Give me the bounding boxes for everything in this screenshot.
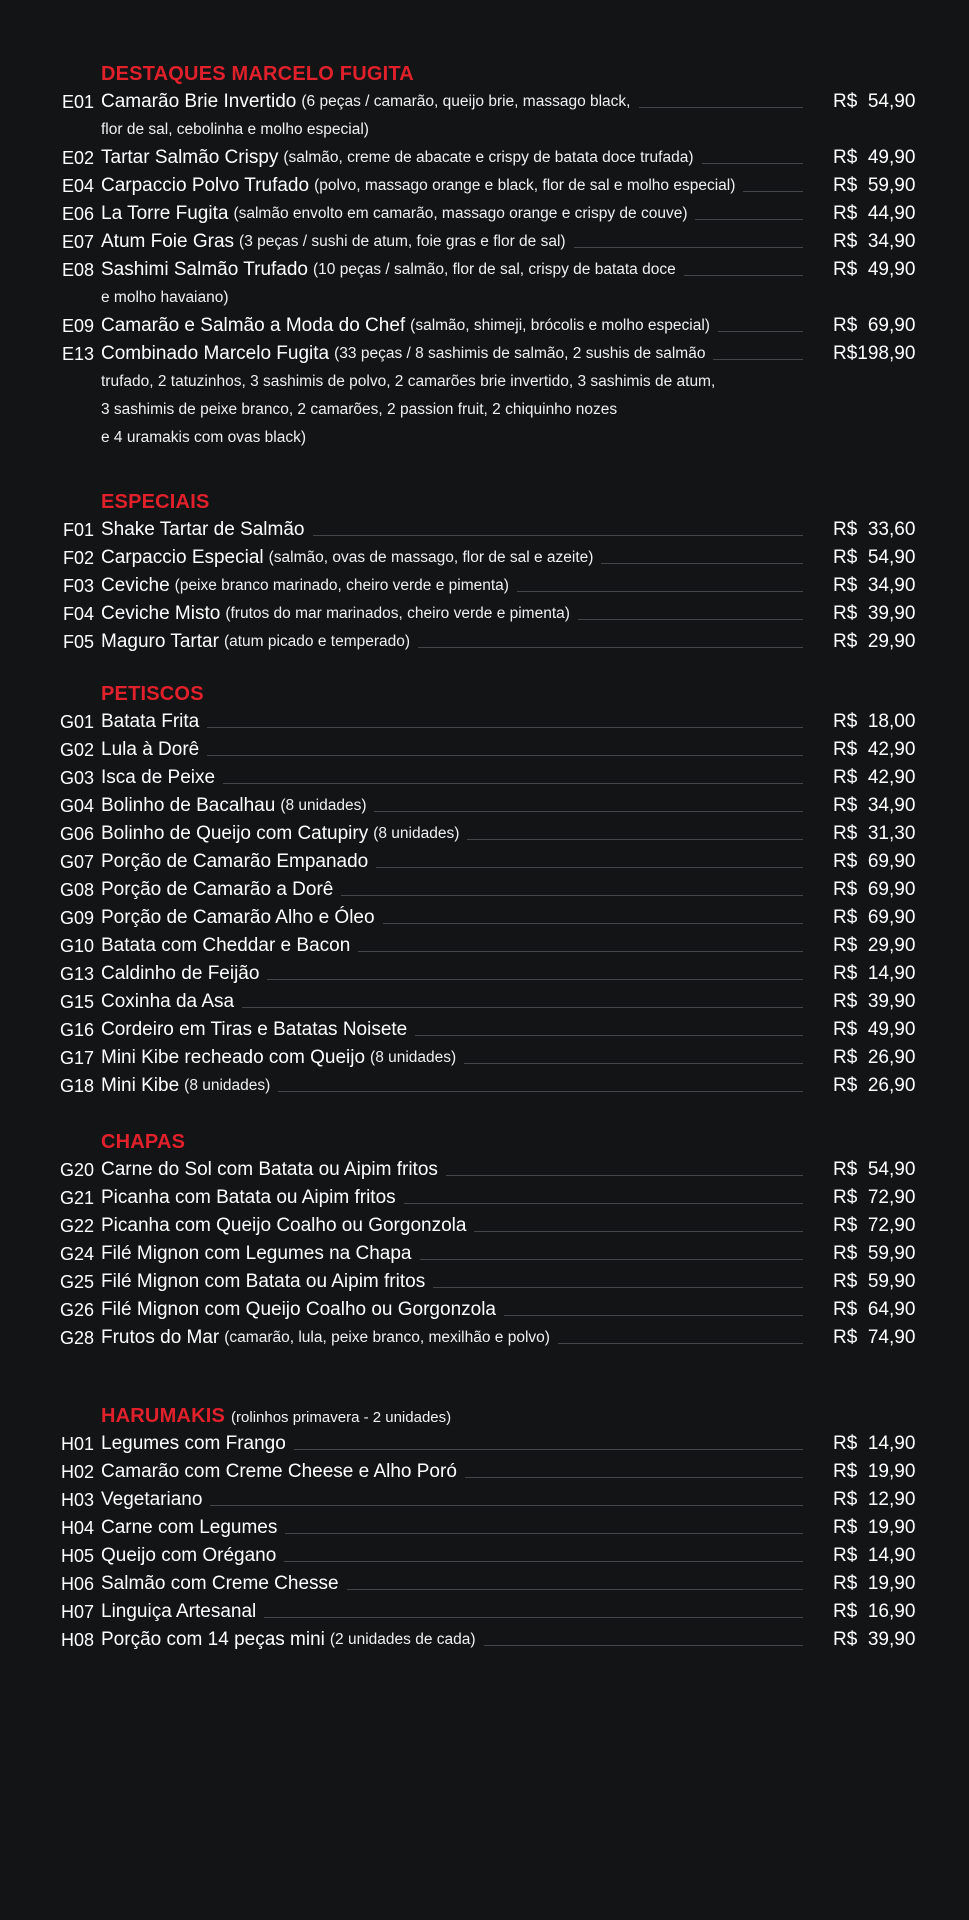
dotted-leader — [601, 563, 803, 564]
dotted-leader — [223, 783, 803, 784]
dotted-leader — [415, 1035, 803, 1036]
dotted-leader — [639, 107, 804, 108]
dotted-leader — [517, 591, 803, 592]
item-line — [101, 932, 817, 960]
item-description: (8 unidades) — [370, 1049, 457, 1066]
menu-item — [0, 544, 969, 572]
item-name: Mini Kibe recheado com Queijo — [101, 1047, 366, 1068]
menu-item — [0, 932, 969, 960]
item-line — [101, 228, 817, 256]
item-code: F01 — [62, 520, 94, 540]
item-name: Salmão com Creme Chesse — [101, 1573, 339, 1594]
item-code: G20 — [59, 1160, 94, 1180]
item-name: Filé Mignon com Batata ou Aipim fritos — [101, 1271, 426, 1292]
dotted-leader — [474, 1231, 803, 1232]
item-code: E08 — [61, 260, 94, 280]
section-title: DESTAQUES MARCELO FUGITA — [101, 63, 414, 85]
item-line — [101, 1486, 817, 1514]
item-price: R$ 18,00 — [833, 711, 916, 732]
menu-item — [0, 88, 969, 138]
item-price: R$ 39,90 — [833, 1629, 916, 1650]
item-line — [101, 340, 817, 368]
item-name: Queijo com Orégano — [101, 1545, 277, 1566]
item-name: Mini Kibe — [101, 1075, 180, 1096]
menu-item — [0, 1044, 969, 1072]
dotted-leader — [684, 275, 803, 276]
dotted-leader — [420, 1259, 803, 1260]
menu-item — [0, 736, 969, 764]
menu-item — [0, 600, 969, 628]
menu-item — [0, 1324, 969, 1352]
item-code: F02 — [62, 548, 94, 568]
item-line — [101, 572, 817, 600]
dotted-leader — [383, 923, 803, 924]
item-description: (8 unidades) — [373, 825, 460, 842]
section-heading — [101, 60, 414, 88]
item-price: R$ 59,90 — [833, 175, 916, 196]
menu-item — [0, 904, 969, 932]
dotted-leader — [404, 1203, 803, 1204]
menu-item — [0, 1268, 969, 1296]
dotted-leader — [713, 359, 803, 360]
item-name: Porção de Camarão Empanado — [101, 851, 369, 872]
item-line — [101, 876, 817, 904]
item-line — [101, 1514, 817, 1542]
dotted-leader — [464, 1063, 803, 1064]
item-line — [101, 1156, 817, 1184]
item-name: Linguiça Artesanal — [101, 1601, 257, 1622]
item-line — [101, 1458, 817, 1486]
menu-item — [0, 1486, 969, 1514]
description-line: 3 sashimis de peixe branco, 2 camarões, 2 passion fruit, 2 chiquinho nozes — [101, 401, 618, 418]
item-line — [101, 88, 817, 116]
item-description: (6 peças / camarão, queijo brie, massago black, — [301, 93, 631, 110]
item-price: R$ 39,90 — [833, 991, 916, 1012]
item-price: R$ 34,90 — [833, 231, 916, 252]
item-line — [101, 1016, 817, 1044]
item-name: La Torre Fugita — [101, 203, 229, 224]
item-description: (2 unidades de cada) — [329, 1631, 476, 1648]
item-price: R$ 72,90 — [833, 1215, 916, 1236]
menu-item — [0, 228, 969, 256]
section-heading — [101, 1128, 185, 1156]
item-code: G07 — [59, 852, 94, 872]
menu-item — [0, 1598, 969, 1626]
menu-item — [0, 820, 969, 848]
item-name: Lula à Dorê — [101, 739, 200, 760]
item-name: Carne com Legumes — [101, 1517, 278, 1538]
dotted-leader — [467, 839, 803, 840]
description-line: e 4 uramakis com ovas black) — [101, 429, 307, 446]
item-line — [101, 172, 817, 200]
item-line — [101, 792, 817, 820]
dotted-leader — [341, 895, 803, 896]
item-line — [101, 708, 817, 736]
item-code: G26 — [59, 1300, 94, 1320]
item-price: R$ 69,90 — [833, 907, 916, 928]
item-description: (camarão, lula, peixe branco, mexilhão e polvo) — [224, 1329, 550, 1346]
menu-item — [0, 1156, 969, 1184]
item-line — [101, 1542, 817, 1570]
menu-item — [0, 708, 969, 736]
item-name: Bolinho de Bacalhau — [101, 795, 276, 816]
dotted-leader — [574, 247, 803, 248]
item-price: R$ 14,90 — [833, 1545, 916, 1566]
item-description: (salmão, ovas de massago, flor de sal e azeite) — [268, 549, 594, 566]
menu-item — [0, 1072, 969, 1100]
dotted-leader — [504, 1315, 803, 1316]
menu-item — [0, 1458, 969, 1486]
item-description: (8 unidades) — [280, 797, 367, 814]
item-line — [101, 628, 817, 656]
item-code: G04 — [59, 796, 94, 816]
description-line: e molho havaiano) — [101, 289, 229, 306]
menu-item — [0, 1184, 969, 1212]
item-price: R$ 14,90 — [833, 1433, 916, 1454]
item-price: R$ 19,90 — [833, 1517, 916, 1538]
dotted-leader — [207, 727, 803, 728]
item-price: R$ 29,90 — [833, 935, 916, 956]
item-line — [101, 1212, 817, 1240]
item-code: E04 — [61, 176, 94, 196]
item-name: Maguro Tartar — [101, 631, 219, 652]
item-name: Legumes com Frango — [101, 1433, 286, 1454]
item-code: H07 — [60, 1602, 94, 1622]
description-line: trufado, 2 tatuzinhos, 3 sashimis de polvo, 2 camarões brie invertido, 3 sashimis de atum, — [101, 373, 716, 390]
item-line — [101, 256, 817, 284]
item-code: E07 — [61, 232, 94, 252]
item-name: Porção de Camarão a Dorê — [101, 879, 334, 900]
dotted-leader — [284, 1561, 803, 1562]
item-line — [101, 1044, 817, 1072]
item-description-continued — [101, 368, 821, 452]
item-code: F03 — [62, 576, 94, 596]
item-line — [101, 200, 817, 228]
menu-item — [0, 1430, 969, 1458]
item-code: E09 — [61, 316, 94, 336]
item-name: Camarão com Creme Cheese e Alho Poró — [101, 1461, 457, 1482]
item-line — [101, 1072, 817, 1100]
item-price: R$ 59,90 — [833, 1243, 916, 1264]
dotted-leader — [207, 755, 803, 756]
item-price: R$198,90 — [833, 343, 916, 364]
item-line — [101, 312, 817, 340]
item-name: Isca de Peixe — [101, 767, 216, 788]
item-price: R$ 26,90 — [833, 1075, 916, 1096]
item-line — [101, 1240, 817, 1268]
menu-item — [0, 960, 969, 988]
dotted-leader — [210, 1505, 803, 1506]
dotted-leader — [313, 535, 804, 536]
item-price: R$ 16,90 — [833, 1601, 916, 1622]
item-line — [101, 1430, 817, 1458]
item-line — [101, 988, 817, 1016]
section-title: PETISCOS — [101, 683, 204, 705]
dotted-leader — [446, 1175, 803, 1176]
dotted-leader — [743, 191, 803, 192]
item-name: Atum Foie Gras — [101, 231, 235, 252]
dotted-leader — [242, 1007, 803, 1008]
dotted-leader — [285, 1533, 803, 1534]
item-description: (salmão, creme de abacate e crispy de batata doce trufada) — [283, 149, 694, 166]
item-code: G06 — [59, 824, 94, 844]
menu-item — [0, 340, 969, 446]
item-price: R$ 54,90 — [833, 91, 916, 112]
item-price: R$ 49,90 — [833, 147, 916, 168]
item-price: R$ 12,90 — [833, 1489, 916, 1510]
dotted-leader — [376, 867, 803, 868]
item-price: R$ 49,90 — [833, 1019, 916, 1040]
item-name: Carne do Sol com Batata ou Aipim fritos — [101, 1159, 438, 1180]
menu-item — [0, 628, 969, 656]
menu-item — [0, 848, 969, 876]
dotted-leader — [484, 1645, 803, 1646]
item-line — [101, 904, 817, 932]
menu-item — [0, 1626, 969, 1654]
dotted-leader — [374, 811, 803, 812]
item-price: R$ 42,90 — [833, 739, 916, 760]
item-code: G08 — [59, 880, 94, 900]
item-code: H08 — [60, 1630, 94, 1650]
item-price: R$ 72,90 — [833, 1187, 916, 1208]
item-name: Picanha com Batata ou Aipim fritos — [101, 1187, 396, 1208]
dotted-leader — [264, 1617, 803, 1618]
section-heading — [101, 1402, 451, 1430]
item-name: Carpaccio Polvo Trufado — [101, 175, 310, 196]
section-note: (rolinhos primavera - 2 unidades) — [231, 1409, 452, 1426]
item-line — [101, 600, 817, 628]
item-price: R$ 26,90 — [833, 1047, 916, 1068]
dotted-leader — [433, 1287, 803, 1288]
item-description: (8 unidades) — [184, 1077, 271, 1094]
description-line: flor de sal, cebolinha e molho especial) — [101, 121, 369, 138]
menu-item — [0, 1570, 969, 1598]
menu-item — [0, 1542, 969, 1570]
menu-item — [0, 200, 969, 228]
item-code: E02 — [61, 148, 94, 168]
item-line — [101, 516, 817, 544]
menu-item — [0, 1296, 969, 1324]
dotted-leader — [347, 1589, 803, 1590]
item-code: H02 — [60, 1462, 94, 1482]
dotted-leader — [418, 647, 803, 648]
menu-item — [0, 1514, 969, 1542]
item-line — [101, 1570, 817, 1598]
item-code: G15 — [59, 992, 94, 1012]
dotted-leader — [358, 951, 803, 952]
item-line — [101, 736, 817, 764]
dotted-leader — [695, 219, 803, 220]
item-price: R$ 64,90 — [833, 1299, 916, 1320]
item-line — [101, 544, 817, 572]
item-price: R$ 14,90 — [833, 963, 916, 984]
item-name: Carpaccio Especial — [101, 547, 264, 568]
item-name: Coxinha da Asa — [101, 991, 235, 1012]
item-price: R$ 34,90 — [833, 575, 916, 596]
item-name: Camarão Brie Invertido — [101, 91, 297, 112]
item-description: (frutos do mar marinados, cheiro verde e pimenta) — [225, 605, 570, 622]
item-name: Porção com 14 peças mini — [101, 1629, 325, 1650]
item-line — [101, 848, 817, 876]
item-code: H01 — [60, 1434, 94, 1454]
item-price: R$ 74,90 — [833, 1327, 916, 1348]
item-line — [101, 1598, 817, 1626]
item-price: R$ 54,90 — [833, 1159, 916, 1180]
menu-item — [0, 792, 969, 820]
dotted-leader — [267, 979, 803, 980]
item-name: Caldinho de Feijão — [101, 963, 260, 984]
item-code: E06 — [61, 204, 94, 224]
item-price: R$ 44,90 — [833, 203, 916, 224]
dotted-leader — [278, 1091, 803, 1092]
item-name: Combinado Marcelo Fugita — [101, 343, 330, 364]
item-code: G18 — [59, 1076, 94, 1096]
item-name: Picanha com Queijo Coalho ou Gorgonzola — [101, 1215, 467, 1236]
item-price: R$ 19,90 — [833, 1573, 916, 1594]
item-description: (polvo, massago orange e black, flor de sal e molho especial) — [314, 177, 736, 194]
item-code: G01 — [59, 712, 94, 732]
item-code: G16 — [59, 1020, 94, 1040]
item-price: R$ 29,90 — [833, 631, 916, 652]
item-name: Ceviche — [101, 575, 170, 596]
item-code: G03 — [59, 768, 94, 788]
dotted-leader — [702, 163, 803, 164]
item-name: Bolinho de Queijo com Catupiry — [101, 823, 369, 844]
item-price: R$ 49,90 — [833, 259, 916, 280]
item-code: E13 — [61, 344, 94, 364]
item-code: G13 — [59, 964, 94, 984]
menu-item — [0, 764, 969, 792]
menu-item — [0, 256, 969, 306]
item-description: (atum picado e temperado) — [223, 633, 411, 650]
item-line — [101, 1626, 817, 1654]
item-code: G09 — [59, 908, 94, 928]
item-code: G28 — [59, 1328, 94, 1348]
item-price: R$ 39,90 — [833, 603, 916, 624]
item-code: F04 — [62, 604, 94, 624]
item-price: R$ 34,90 — [833, 795, 916, 816]
item-description-continued — [101, 116, 821, 144]
item-description-continued — [101, 284, 821, 312]
item-price: R$ 69,90 — [833, 851, 916, 872]
menu-item — [0, 172, 969, 200]
item-name: Batata com Cheddar e Bacon — [101, 935, 351, 956]
menu-item — [0, 1240, 969, 1268]
dotted-leader — [294, 1449, 803, 1450]
item-name: Porção de Camarão Alho e Óleo — [101, 907, 375, 928]
item-name: Batata Frita — [101, 711, 200, 732]
item-price: R$ 42,90 — [833, 767, 916, 788]
section-heading — [101, 488, 210, 516]
item-line — [101, 764, 817, 792]
item-line — [101, 144, 817, 172]
menu-item — [0, 988, 969, 1016]
item-code: G25 — [59, 1272, 94, 1292]
item-code: H05 — [60, 1546, 94, 1566]
menu-item — [0, 1212, 969, 1240]
section-title: HARUMAKIS — [101, 1405, 226, 1427]
item-line — [101, 1324, 817, 1352]
item-name: Filé Mignon com Queijo Coalho ou Gorgonzola — [101, 1299, 496, 1320]
item-code: G24 — [59, 1244, 94, 1264]
item-line — [101, 1296, 817, 1324]
item-name: Cordeiro em Tiras e Batatas Noisete — [101, 1019, 408, 1040]
item-name: Ceviche Misto — [101, 603, 221, 624]
item-code: G22 — [59, 1216, 94, 1236]
item-name: Sashimi Salmão Trufado — [101, 259, 308, 280]
item-description: (salmão, shimeji, brócolis e molho especial) — [410, 317, 710, 334]
item-line — [101, 1268, 817, 1296]
item-code: H04 — [60, 1518, 94, 1538]
dotted-leader — [465, 1477, 803, 1478]
item-code: G02 — [59, 740, 94, 760]
item-price: R$ 31,30 — [833, 823, 916, 844]
item-name: Camarão e Salmão a Moda do Chef — [101, 315, 406, 336]
section-title: CHAPAS — [101, 1131, 186, 1153]
menu-item — [0, 144, 969, 172]
item-code: H06 — [60, 1574, 94, 1594]
item-name: Shake Tartar de Salmão — [101, 519, 305, 540]
item-description: (10 peças / salmão, flor de sal, crispy de batata doce — [313, 261, 676, 278]
item-description: (33 peças / 8 sashimis de salmão, 2 sushis de salmão — [334, 345, 706, 362]
item-line — [101, 1184, 817, 1212]
menu-item — [0, 572, 969, 600]
item-code: G17 — [59, 1048, 94, 1068]
section-title: ESPECIAIS — [101, 491, 210, 513]
item-description: (3 peças / sushi de atum, foie gras e flor de sal) — [239, 233, 566, 250]
dotted-leader — [578, 619, 803, 620]
item-name: Tartar Salmão Crispy — [101, 147, 279, 168]
item-code: E01 — [61, 92, 94, 112]
menu-item — [0, 1016, 969, 1044]
dotted-leader — [718, 331, 803, 332]
item-code: F05 — [62, 632, 94, 652]
item-name: Frutos do Mar — [101, 1327, 220, 1348]
dotted-leader — [558, 1343, 803, 1344]
menu-item — [0, 876, 969, 904]
item-line — [101, 960, 817, 988]
item-code: G10 — [59, 936, 94, 956]
item-name: Vegetariano — [101, 1489, 203, 1510]
item-line — [101, 820, 817, 848]
menu-item — [0, 312, 969, 340]
item-name: Filé Mignon com Legumes na Chapa — [101, 1243, 412, 1264]
item-description: (peixe branco marinado, cheiro verde e pimenta) — [174, 577, 509, 594]
item-price: R$ 33,60 — [833, 519, 916, 540]
menu-item — [0, 516, 969, 544]
item-price: R$ 69,90 — [833, 879, 916, 900]
item-description: (salmão envolto em camarão, massago orange e crispy de couve) — [233, 205, 688, 222]
item-code: G21 — [59, 1188, 94, 1208]
item-price: R$ 19,90 — [833, 1461, 916, 1482]
item-code: H03 — [60, 1490, 94, 1510]
item-price: R$ 54,90 — [833, 547, 916, 568]
item-price: R$ 69,90 — [833, 315, 916, 336]
item-price: R$ 59,90 — [833, 1271, 916, 1292]
section-heading — [101, 680, 204, 708]
